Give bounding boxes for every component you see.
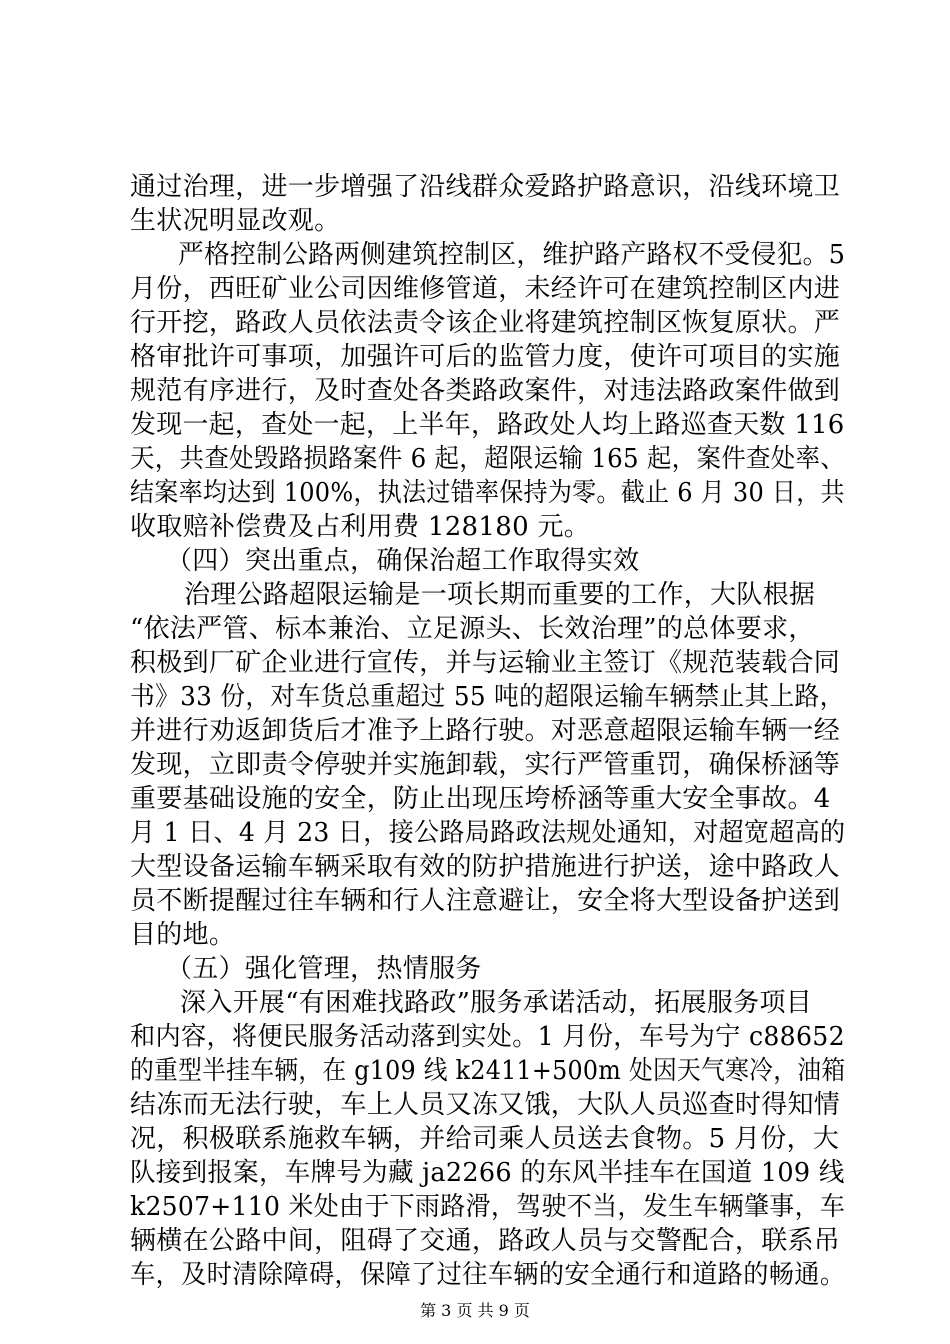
text-line: 队接到报案，车牌号为藏 ja2266 的东风半挂车在国道 109 线 [130,1158,845,1188]
text-line: 月份，西旺矿业公司因维修管道，未经许可在建筑控制区内进 [130,274,841,304]
text-line: 发现一起，查处一起，上半年，路政处人均上路巡查天数 116 [130,410,845,440]
text-line: 通过治理，进一步增强了沿线群众爱路护路意识，沿线环境卫 [130,172,841,202]
text-line: 目的地。 [130,920,236,950]
text-line: 员不断提醒过往车辆和行人注意避让，安全将大型设备护送到 [130,886,841,916]
text-line: 结冻而无法行驶，车上人员又冻又饿，大队人员巡查时得知情 [130,1090,841,1120]
text-line: 车，及时清除障碍，保障了过往车辆的安全通行和道路的畅通。 [130,1260,846,1290]
text-line: 况，积极联系施救车辆，并给司乘人员送去食物。5 月份，大 [130,1124,840,1154]
text-line: 结案率均达到 100%，执法过错率保持为零。截止 6 月 30 日，共 [130,478,845,508]
text-line: 辆横在公路中间，阻碍了交通，路政人员与交警配合，联系吊 [130,1226,841,1256]
text-line: 的重型半挂车辆，在 g109 线 k2411+500m 处因天气寒冷，油箱 [130,1056,846,1086]
text-line: “依法严管、标本兼治、立足源头、长效治理”的总体要求， [130,614,815,644]
text-line: 严格控制公路两侧建筑控制区，维护路产路权不受侵犯。5 [178,240,846,270]
text-line: 和内容，将便民服务活动落到实处。1 月份，车号为宁 c88652 [130,1022,845,1052]
section-heading: （四）突出重点，确保治超工作取得实效 [166,546,640,576]
text-line: 格审批许可事项，加强许可后的监管力度，使许可项目的实施 [130,342,841,372]
text-line: k2507+110 米处由于下雨路滑，驾驶不当，发生车辆肇事，车 [130,1192,846,1222]
text-line: 深入开展“有困难找路政”服务承诺活动，拓展服务项目 [180,988,813,1018]
text-line: 积极到厂矿企业进行宣传，并与运输业主签订《规范装载合同 [130,648,841,678]
text-line: 天，共查处毁路损路案件 6 起，超限运输 165 起，案件查处率、 [130,444,846,474]
text-line: 并进行劝返卸货后才准予上路行驶。对恶意超限运输车辆一经 [130,716,841,746]
text-line: 规范有序进行，及时查处各类路政案件，对违法路政案件做到 [130,376,841,406]
text-line: 收取赔补偿费及占利用费 128180 元。 [130,512,591,542]
text-line: 生状况明显改观。 [130,206,341,236]
text-line: 重要基础设施的安全，防止出现压垮桥涵等重大安全事故。4 [130,784,831,814]
text-line: 发现，立即责令停驶并实施卸载，实行严管重罚，确保桥涵等 [130,750,841,780]
text-line: 行开挖，路政人员依法责令该企业将建筑控制区恢复原状。严 [130,308,841,338]
text-line: 大型设备运输车辆采取有效的防护措施进行护送，途中路政人 [130,852,841,882]
section-heading: （五）强化管理，热情服务 [166,954,482,984]
page-number-footer: 第 3 页 共 9 页 [420,1301,530,1320]
text-line: 月 1 日、4 月 23 日，接公路局路政法规处通知，对超宽超高的 [130,818,846,848]
text-line: 治理公路超限运输是一项长期而重要的工作，大队根据 [184,580,816,610]
text-line: 书》33 份，对车货总重超过 55 吨的超限运输车辆禁止其上路， [130,682,845,712]
